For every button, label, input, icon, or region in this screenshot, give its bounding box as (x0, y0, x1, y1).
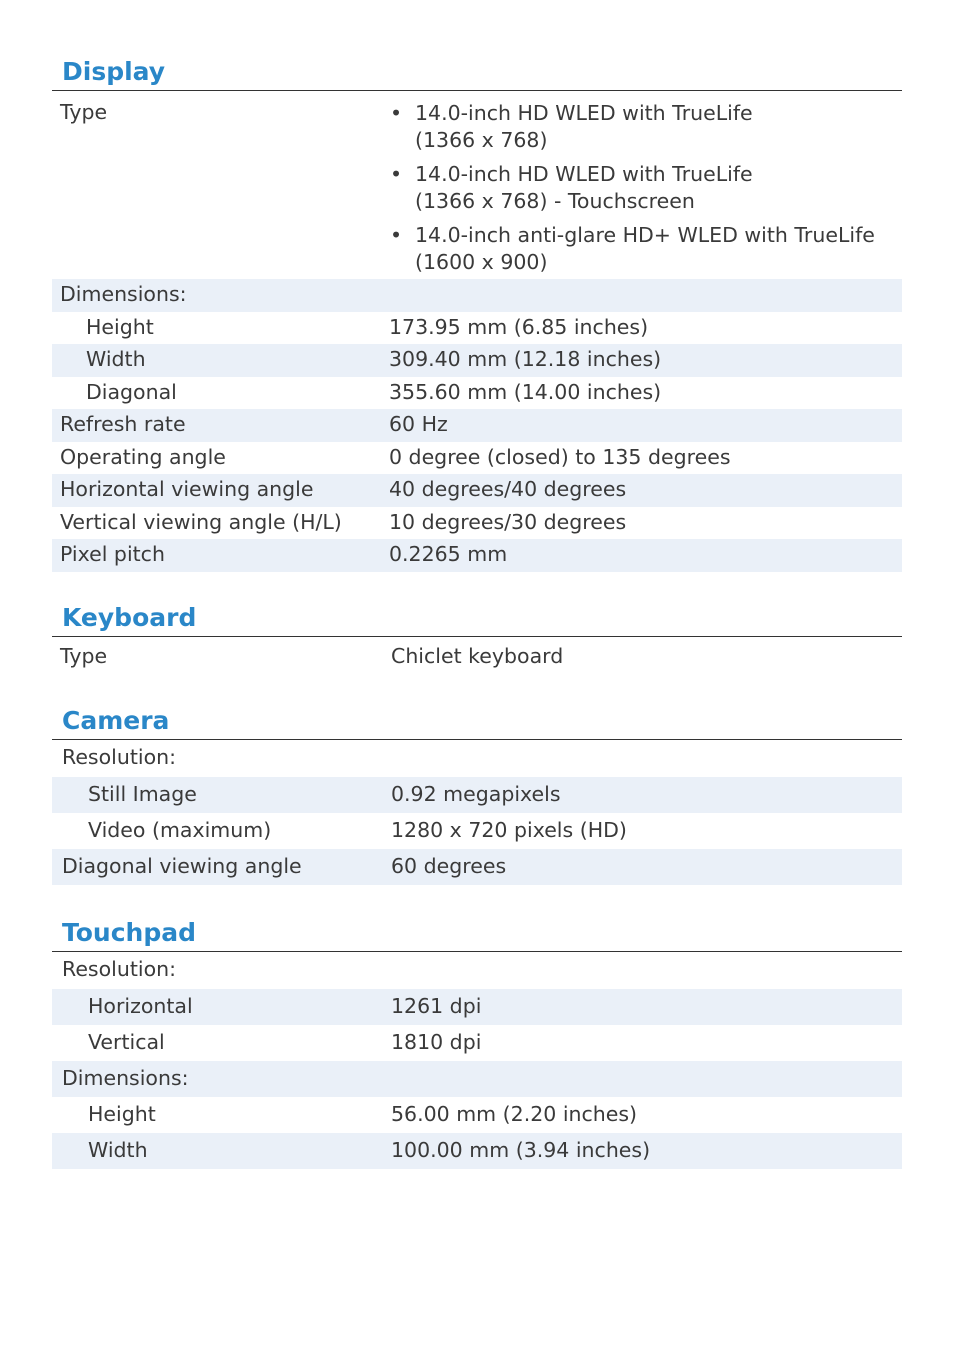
keyboard-section (52, 600, 902, 677)
display-row-label: Diagonal (86, 379, 177, 404)
display-row-label: Operating angle (60, 444, 226, 469)
display-type-list (389, 100, 894, 283)
display-type-row (52, 91, 902, 279)
camera-row-value: 1280 x 720 pixels (HD) (391, 818, 627, 842)
touchpad-row (52, 1061, 902, 1097)
touchpad-row (52, 1097, 902, 1133)
display-type-label: Type (60, 100, 108, 124)
display-section (52, 54, 902, 572)
camera-row-label: Diagonal viewing angle (62, 854, 302, 878)
touchpad-row-label: Resolution: (62, 957, 177, 981)
display-row-label: Pixel pitch (60, 542, 165, 566)
display-row-value: 309.40 mm (12.18 inches) (389, 347, 662, 371)
camera-row-label: Still Image (88, 782, 197, 806)
touchpad-title: Touchpad (62, 918, 196, 947)
display-row-value: 0.2265 mm (389, 542, 508, 566)
camera-row-label: Video (maximum) (88, 818, 272, 842)
touchpad-row-label: Horizontal (88, 994, 193, 1018)
touchpad-row-label: Dimensions: (62, 1066, 189, 1090)
camera-row (52, 777, 902, 813)
touchpad-row-value: 100.00 mm (3.94 inches) (391, 1138, 651, 1162)
display-row-label: Dimensions: (60, 282, 187, 306)
camera-row (52, 813, 902, 849)
touchpad-row-value: 56.00 mm (2.20 inches) (391, 1102, 638, 1126)
display-type-option: • 14.0-inch anti-glare HD+ WLED with TrueLife (1600 x 900) (389, 222, 905, 276)
display-row-label: Vertical viewing angle (H/L) (60, 509, 342, 534)
display-row-value: 10 degrees/30 degrees (389, 509, 627, 534)
display-row (52, 377, 902, 410)
touchpad-row (52, 1133, 902, 1169)
touchpad-row (52, 952, 902, 989)
display-row-value: 60 Hz (389, 412, 448, 436)
display-row (52, 409, 902, 442)
keyboard-row-label: Type (60, 644, 108, 668)
display-row (52, 442, 902, 475)
display-row (52, 474, 902, 507)
camera-row (52, 740, 902, 777)
display-title: Display (62, 57, 166, 86)
keyboard-title: Keyboard (62, 603, 197, 632)
keyboard-row-value: Chiclet keyboard (391, 644, 564, 668)
display-row-label: Width (86, 347, 146, 371)
display-row (52, 344, 902, 377)
display-row-value: 40 degrees/40 degrees (389, 477, 627, 501)
display-row (52, 312, 902, 345)
camera-title: Camera (62, 706, 170, 735)
display-row (52, 539, 902, 572)
touchpad-row (52, 1025, 902, 1061)
display-row (52, 507, 902, 540)
display-row-label: Refresh rate (60, 412, 186, 436)
touchpad-row (52, 989, 902, 1025)
camera-section (52, 703, 902, 885)
display-row-label: Horizontal viewing angle (60, 477, 314, 501)
touchpad-section (52, 915, 902, 1169)
touchpad-row-label: Width (88, 1138, 148, 1162)
touchpad-row-label: Vertical (88, 1030, 165, 1054)
camera-row-value: 0.92 megapixels (391, 782, 561, 806)
camera-row (52, 849, 902, 885)
display-row (52, 279, 902, 312)
touchpad-row-label: Height (88, 1102, 156, 1126)
display-type-option: • 14.0-inch HD WLED with TrueLife (1366 x 768) (389, 100, 775, 154)
display-row-label: Height (86, 314, 154, 339)
display-row-value: 0 degree (closed) to 135 degrees (389, 444, 731, 469)
keyboard-row (52, 637, 902, 677)
touchpad-row-value: 1810 dpi (391, 1030, 482, 1054)
display-row-value: 355.60 mm (14.00 inches) (389, 379, 662, 404)
touchpad-row-value: 1261 dpi (391, 994, 482, 1018)
camera-row-label: Resolution: (62, 745, 177, 769)
display-row-value: 173.95 mm (6.85 inches) (389, 314, 649, 339)
display-type-option: • 14.0-inch HD WLED with TrueLife (1366 x 768) - Touchscreen (389, 161, 775, 215)
camera-row-value: 60 degrees (391, 854, 507, 878)
